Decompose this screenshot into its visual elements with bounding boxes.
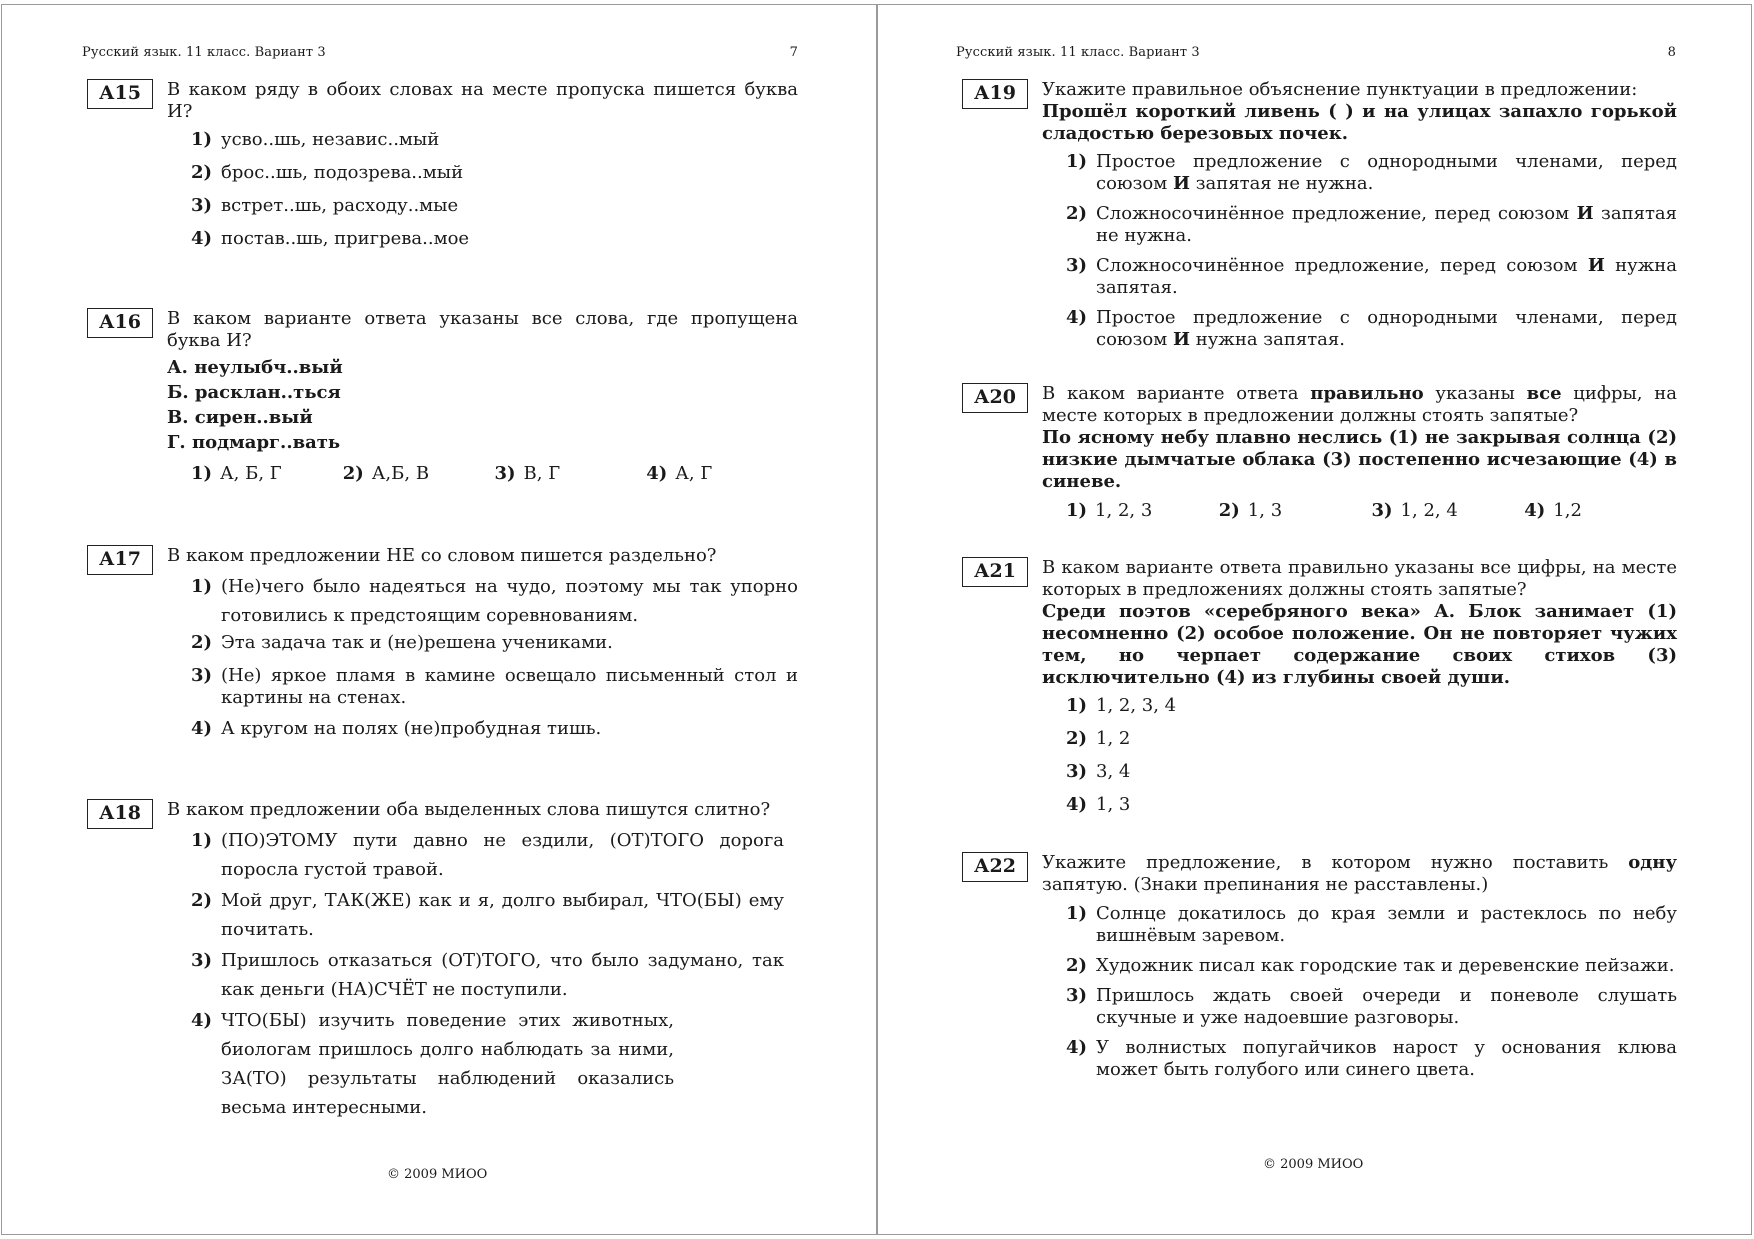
answer-option[interactable]: 1) Солнце докатилось до края земли и растеклось по небу вишнёвым заревом. [1066, 903, 1677, 946]
question-stem: В каком варианте ответа правильно указаны все цифры, на месте которых в предложениях должны стоять запятые? [1042, 557, 1677, 600]
answer-option[interactable]: 4) А кругом на полях (не)пробудная тишь. [191, 718, 602, 739]
answer-option[interactable]: 2) 1, 3 [1218, 500, 1283, 521]
sentence: Прошёл короткий ливень ( ) и на улицах запахло горькой сладостью березовых почек. [1042, 101, 1677, 144]
answer-option[interactable]: 3) 1, 2, 4 [1371, 500, 1458, 521]
question-stem: В каком ряду в обоих словах на месте пропуска пишется буква И? [167, 79, 798, 122]
question-label: А20 [962, 383, 1028, 413]
sentence: По ясному небу плавно неслись (1) не закрывая солнца (2) низкие дымчатые облака (3) постепенно исчезающие (4) в синеве. [1042, 427, 1677, 492]
answer-option[interactable]: 3) Пришлось отказаться (ОТ)ТОГО, что было задумано, так как деньги (НА)СЧЁТ не поступили. [191, 950, 784, 1000]
answer-option[interactable]: 1) 1, 2, 3 [1066, 500, 1153, 521]
answer-option[interactable]: 2) Эта задача так и (не)решена учениками. [191, 632, 613, 653]
header-title: Русский язык. 11 класс. Вариант 3 [82, 45, 326, 60]
answer-option[interactable]: 4) 1, 3 [1066, 794, 1131, 815]
answer-option[interactable]: 4) 1,2 [1524, 500, 1582, 521]
answer-option[interactable]: 1) 1, 2, 3, 4 [1066, 695, 1177, 716]
word-item: Г. подмарг..вать [167, 432, 341, 453]
header-title: Русский язык. 11 класс. Вариант 3 [956, 45, 1200, 60]
answer-option[interactable]: 3) встрет..шь, расходу..мые [191, 195, 459, 216]
question-label: А16 [87, 308, 153, 338]
page-number: 8 [1667, 45, 1676, 60]
question-label: А19 [962, 79, 1028, 109]
word-item: Б. расклан..ться [167, 382, 341, 403]
answer-option[interactable]: 2) 1, 2 [1066, 728, 1131, 749]
answer-option[interactable]: 4) А, Г [646, 463, 713, 484]
inline-options [1066, 500, 1677, 522]
word-item: А. неулыбч..вый [167, 357, 343, 378]
answer-option[interactable]: 4) У волнистых попугайчиков нарост у основания клюва может быть голубого или синего цвета. [1066, 1037, 1677, 1080]
question-label: А15 [87, 79, 153, 109]
question-stem: Укажите правильное объяснение пунктуации в предложении: [1042, 79, 1638, 100]
answer-option[interactable]: 2) А,Б, В [342, 463, 430, 484]
question-stem: В каком предложении оба выделенных слова пишутся слитно? [167, 799, 771, 820]
question-stem: В каком предложении НЕ со словом пишется раздельно? [167, 545, 717, 566]
answer-option[interactable]: 2) Художник писал как городские так и деревенские пейзажи. [1066, 955, 1675, 976]
page-footer: © 2009 МИОО [387, 1167, 488, 1182]
answer-option[interactable]: 1) (Не)чего было надеяться на чудо, поэтому мы так упорно готовились к предстоящим соревнованиям. [191, 576, 798, 626]
question-stem: Укажите предложение, в котором нужно поставить одну запятую. (Знаки препинания не расставлены.) [1042, 852, 1677, 895]
answer-option[interactable]: 3) Пришлось ждать своей очереди и поневоле слушать скучные и уже надоевшие разговоры. [1066, 985, 1677, 1028]
word-list [167, 355, 798, 455]
answer-option[interactable]: 4) Простое предложение с однородными членами, перед союзом И нужна запятая. [1066, 307, 1677, 350]
question-label: А18 [87, 799, 153, 829]
question-label: А17 [87, 545, 153, 575]
answer-option[interactable]: 3) 3, 4 [1066, 761, 1131, 782]
page-number: 7 [789, 45, 798, 60]
answer-option[interactable]: 1) усво..шь, независ..мый [191, 129, 440, 150]
answer-option[interactable]: 4) постав..шь, пригрева..мое [191, 228, 470, 249]
page-footer: © 2009 МИОО [1263, 1157, 1364, 1172]
answer-option[interactable]: 1) Простое предложение с однородными членами, перед союзом И запятая не нужна. [1066, 151, 1677, 194]
question-label: А22 [962, 852, 1028, 882]
answer-option[interactable]: 4) ЧТО(БЫ) изучить поведение этих животных, биологам пришлось долго наблюдать за ними, ЗА(ТО) результаты наблюдений оказались весьма интересными. [191, 1010, 674, 1118]
answer-option[interactable]: 3) Сложносочинённое предложение, перед союзом И нужна запятая. [1066, 255, 1677, 298]
answer-option[interactable]: 3) (Не) яркое пламя в камине освещало письменный стол и картины на стенах. [191, 665, 798, 708]
answer-option[interactable]: 2) Сложносочинённое предложение, перед союзом И запятая не нужна. [1066, 203, 1678, 246]
answer-option[interactable]: 1) (ПО)ЭТОМУ пути давно не ездили, (ОТ)ТОГО дорога поросла густой травой. [191, 830, 784, 880]
answer-option[interactable]: 1) А, Б, Г [191, 463, 282, 484]
word-item: В. сирен..вый [167, 407, 313, 428]
question-stem: В каком варианте ответа правильно указаны все цифры, на месте которых в предложении должны стоять запятые? [1042, 383, 1678, 426]
sentence: Среди поэтов «серебряного века» А. Блок занимает (1) несомненно (2) особое положение. Он не повторяет чужих тем, но черпает содержание своих стихов (3) исключительно (4) из глубины своей души. [1042, 601, 1677, 688]
question-stem: В каком варианте ответа указаны все слова, где пропущена буква И? [167, 308, 798, 351]
answer-option[interactable]: 2) Мой друг, ТАК(ЖЕ) как и я, долго выбирал, ЧТО(БЫ) ему почитать. [191, 890, 784, 940]
answer-option[interactable]: 3) В, Г [494, 463, 561, 484]
answer-option[interactable]: 2) брос..шь, подозрева..мый [191, 162, 464, 183]
inline-options [191, 463, 798, 485]
page-7 [1, 4, 877, 1235]
page-8 [877, 4, 1752, 1235]
question-label: А21 [962, 557, 1028, 587]
